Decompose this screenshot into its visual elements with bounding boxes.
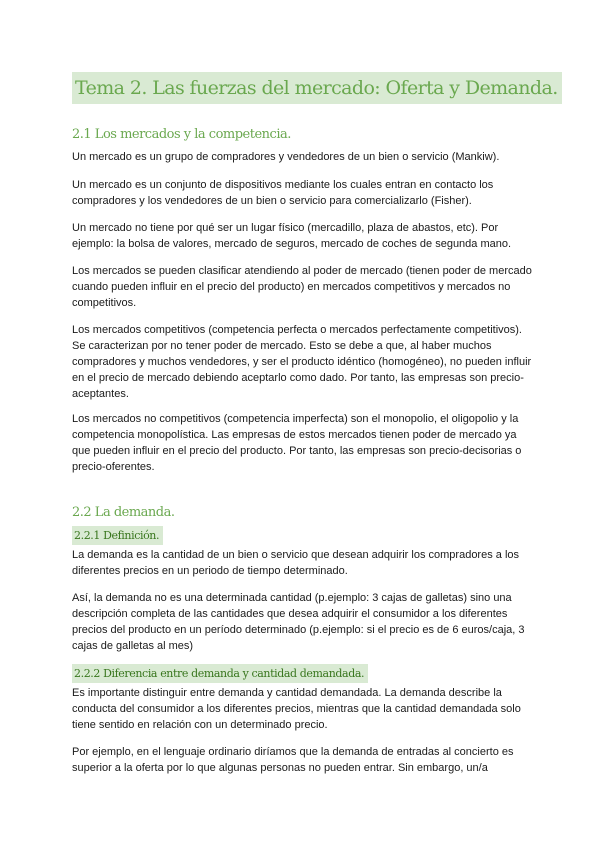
paragraph: Por ejemplo, en el lenguaje ordinario diríamos que la demanda de entradas al concierto es superior a la oferta por lo que algunas personas no pueden entrar. Sin embargo, un/a — [72, 746, 514, 774]
paragraph: Es importante distinguir entre demanda y cantidad demandada. La demanda describe la conducta del consumidor a los diferentes precios, mientras que la cantidad demandada solo tiene sentido en relación con un determinado precio. — [72, 687, 521, 731]
paragraph: Los mercados no competitivos (competencia imperfecta) son el monopolio, el oligopolio y la competencia monopolística. Las empresas de estos mercados tienen poder de mercado ya que pueden influir en el precio del producto. Por tanto, las empresas son precio-decisorias o precio-oferentes. — [72, 413, 522, 473]
subsection-heading-2-2-1: 2.2.1 Definición. — [72, 526, 163, 545]
title-wrap — [72, 72, 562, 104]
paragraph: Los mercados competitivos (competencia perfecta o mercados perfectamente competitivos). Se caracterizan por no tener poder de mercado. Esto se debe a que, al haber muchos compradores y muchos vendedores, y ser el producto idéntico (homogéneo), no pueden influir en el precio de mercado debiendo aceptarlo como dado. Por tanto, las empresas son precio-aceptantes. — [72, 324, 532, 400]
paragraph: Así, la demanda no es una determinada cantidad (p.ejemplo: 3 cajas de galletas) sino una descripción completa de las cantidades que desea adquirir el consumidor a los diferentes precios del producto en un período determinado (p.ejemplo: si el precio es de 6 euros/caja, 3 cajas de galletas al mes) — [72, 592, 525, 652]
paragraph: La demanda es la cantidad de un bien o servicio que desean adquirir los compradores a los diferentes precios en un periodo de tiempo determinado. — [72, 549, 520, 577]
paragraph: Un mercado es un conjunto de dispositivos mediante los cuales entran en contacto los compradores y los vendedores de un bien o servicio para comercializarlo (Fisher). — [72, 179, 494, 207]
paragraph: Un mercado es un grupo de compradores y vendedores de un bien o servicio (Mankiw). — [72, 151, 500, 163]
paragraph: Los mercados se pueden clasificar atendiendo al poder de mercado (tienen poder de mercado cuando pueden influir en el precio del producto) en mercados competitivos y mercados no competitivos. — [72, 265, 532, 309]
document-title: Tema 2. Las fuerzas del mercado: Oferta y Demanda. — [72, 72, 562, 104]
paragraph: Un mercado no tiene por qué ser un lugar físico (mercadillo, plaza de abastos, etc). Por ejemplo: la bolsa de valores, mercado de seguros, mercado de coches de segunda mano. — [72, 222, 512, 250]
section-heading-2-2: 2.2 La demanda. — [72, 505, 175, 520]
subsection-heading-2-2-2: 2.2.2 Diferencia entre demanda y cantidad demandada. — [72, 664, 368, 683]
section-heading-2-1: 2.1 Los mercados y la competencia. — [72, 127, 291, 142]
